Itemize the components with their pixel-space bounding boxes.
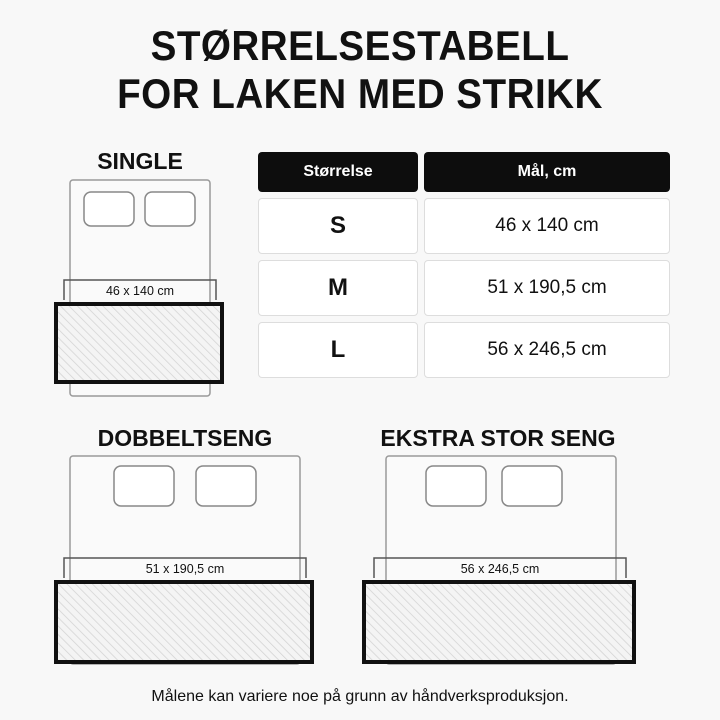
single-dimension-label: 46 x 140 cm — [105, 284, 175, 298]
row-size: L — [258, 322, 418, 378]
extra-pillow-right-icon — [502, 466, 562, 506]
title-line-2: FOR LAKEN MED STRIKK — [117, 70, 603, 117]
extra-dimension-label: 56 x 246,5 cm — [460, 562, 540, 576]
extra-bed-label: EKSTRA STOR SENG — [380, 425, 616, 451]
single-bed-label: SINGLE — [97, 148, 183, 174]
extra-sheet — [364, 582, 634, 662]
row-measure: 51 x 190,5 cm — [424, 260, 670, 316]
title-line-1: STØRRELSESTABELL — [150, 22, 570, 69]
double-dimension-label: 51 x 190,5 cm — [145, 562, 225, 576]
row-size: M — [258, 260, 418, 316]
double-bed-label: DOBBELTSENG — [97, 425, 273, 451]
row-size: S — [258, 198, 418, 254]
header-size: Størrelse — [258, 152, 418, 192]
header-measure: Mål, cm — [424, 152, 670, 192]
row-measure: 46 x 140 cm — [424, 198, 670, 254]
extra-pillow-left-icon — [426, 466, 486, 506]
row-measure: 56 x 246,5 cm — [424, 322, 670, 378]
footnote: Målene kan variere noe på grunn av håndverksproduksjon. — [151, 688, 569, 705]
